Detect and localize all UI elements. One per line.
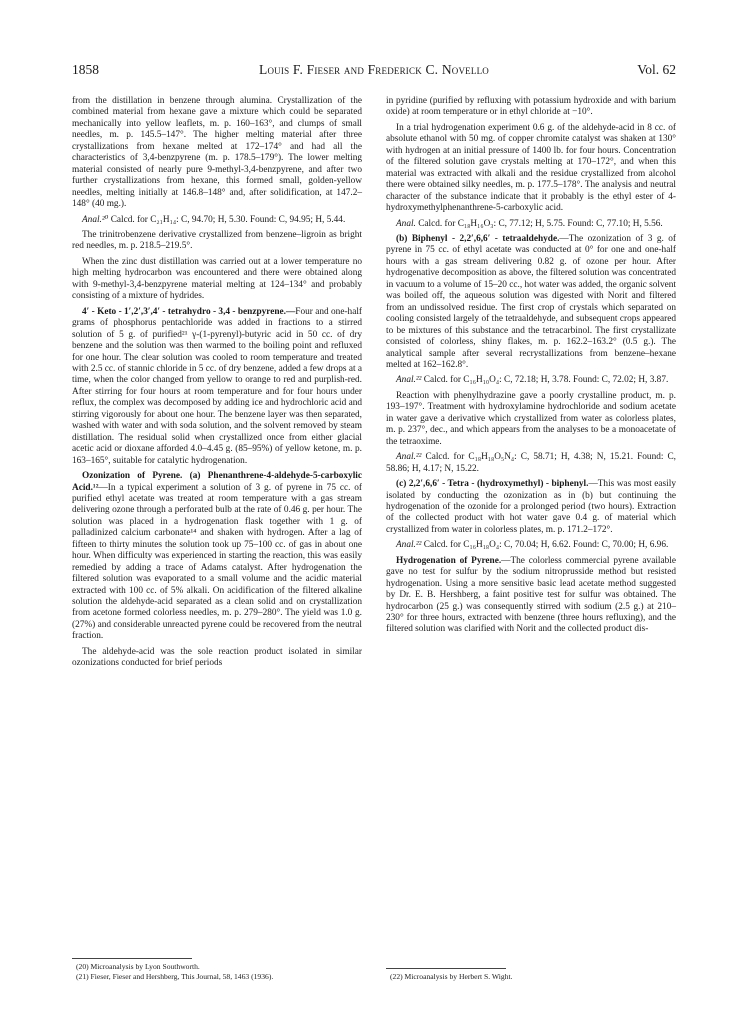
- paragraph: [72, 257, 362, 303]
- paragraph: [386, 234, 676, 371]
- paragraph-text: Calcd. for C₁₈H₁₈O₅N₄: C, 58.71; H, 4.38; N, 15.21. Found: C, 58.86; H, 4.17; N, 15.22.: [386, 452, 676, 474]
- paragraph-text: The trinitrobenzene derivative crystallized from benzene–ligroin as bright red needles, m. p. 218.5–219.5°.: [72, 229, 362, 252]
- footnote: (20) Microanalysis by Lyon Southworth.: [76, 962, 200, 971]
- paragraph: [386, 479, 676, 536]
- paragraph-text: Four and one-half grams of phosphorus pentachloride was added in fractions to a stirred solution of 5 g. of purified²¹ γ-(1-pyrenyl)-butyric acid in 50 cc. of dry benzene and the solution was then warmed to the boiling point and refluxed for one hour. The clear solution was cooled to room temperature and treated with 2.5 cc. of stannic chloride in 5 cc. of dry benzene, added a few drops at a time, when the color changed from yellow to orange to red and purplish-red. After stirring for four hours at room temperature and for four hours under reflux, the complex was decomposed by adding ice and hydrochloric acid and stirring vigorously for about one hour. The benzene layer was then separated, washed with water and with soda solution, and the solvent removed by steam distillation. The residual solid when crystallized once from either glacial acetic acid or dioxane afforded 4.0–4.45 g. (85–95%) of yellow ketone, m. p. 163–165°, suitable for catalytic hydrogenation.: [72, 306, 362, 466]
- analysis-lead: Anal.²²: [396, 540, 422, 551]
- footnote: (22) Microanalysis by Herbert S. Wight.: [390, 972, 513, 981]
- section-heading: 4′ - Keto - 1′,2′,3′,4′ - tetrahydro - 3,4 - benzpyrene.—: [82, 306, 296, 317]
- footnote-rule: [386, 968, 506, 969]
- paragraph: [386, 219, 676, 230]
- section-heading: Hydrogenation of Pyrene.: [396, 555, 502, 566]
- paragraph: [72, 96, 362, 211]
- paragraph: [386, 391, 676, 448]
- paragraph-text: —The colorless commercial pyrene available gave no test for sulfur by the sodium nitroprusside method but resisted hydrogenation. Using a more sensitive basic lead acetate method suggested by Dr. E. B. Hershberg, a faint positive test for sulfur was obtained. The hydrocarbon (25 g.) was consequently stirred with sodium (2.5 g.) at 210–230° for three hours, extracted with benzene (three hours refluxing), and the filtered solution was clarified with Norit and the collected product dis-: [386, 555, 676, 635]
- paragraph-text: In a trial hydrogenation experiment 0.6 g. of the aldehyde-acid in 8 cc. of absolute ethanol with 50 mg. of copper chromite catalyst was shaken at 130° with hydrogen at an initial pressure of 1400 lb. for four hours. Concentration of the filtered solution gave crystals melting at 170–172°, and when this material was extracted with alkali and the residue crystallized from alcohol there were obtained silky needles, m. p. 177.5–178°. The analysis and neutral character of the substance indicate that it probably is the ethyl ester of 4-hydroxymethylphenanthrene-5-carboxylic acid.: [386, 122, 676, 214]
- paragraph: [386, 540, 676, 551]
- paragraph: [72, 215, 362, 226]
- footnote-rule: [72, 958, 192, 959]
- left-column: [72, 96, 362, 670]
- paragraph: [386, 556, 676, 636]
- volume-label: Vol. 62: [637, 62, 676, 77]
- analysis-lead: Anal.²⁰: [82, 214, 109, 225]
- right-column: [386, 96, 676, 636]
- paragraph: [386, 123, 676, 215]
- paragraph-text: from the distillation in benzene through alumina. Crystallization of the combined material from hexane gave a mixture which could be separated mechanically into yellow leaflets, m. p. 160–163°, and clumps of small needles, m. p. 145.5–147°. The higher melting material after three crystallizations from hexane melted at 172–174° and had all the characteristics of 3,4-benzpyrene (m. p. 178.5–179°). The lower melting material consisted of nearly pure 9-methyl-3,4-benzpyrene, and after two further crystallizations from hexane, this formed small, golden-yellow needles, melting initially at 146.8–148° and, after solidification, at 147.2–148° (40 mg.).: [72, 96, 362, 210]
- section-heading: Ozonization of Pyrene. (a) Phenanthrene-4-aldehyde-5-carboxylic Acid.¹²: [72, 471, 362, 493]
- page-header: [72, 62, 676, 80]
- paragraph: [72, 230, 362, 253]
- paragraph-text: Calcd. for C₂₁H₁₄: C, 94.70; H, 5.30. Found: C, 94.95; H, 5.44.: [108, 214, 346, 225]
- paragraph-text: When the zinc dust distillation was carried out at a lower temperature no high melting hydrocarbon was encountered and there were obtained along with 9-methyl-3,4-benzpyrene material melting at 124–134° and probably consisting of a mixture of hydrides.: [72, 256, 362, 302]
- section-heading: (c) 2,2′,6,6′ - Tetra - (hydroxymethyl) - biphenyl.: [396, 479, 589, 490]
- analysis-lead: Anal.: [396, 218, 416, 229]
- paragraph-text: Calcd. for C₁₈H₁₆O₃: C, 77.12; H, 5.75. Found: C, 77.10; H, 5.56.: [415, 218, 663, 229]
- paragraph-text: —This was most easily isolated by conducting the ozonization as in (b) but continuing the hydrogenation of the ozonide for a prolonged period (two hours). Extraction of the collected product with hot water gave 0.4 g. of material which crystallized from water in colorless plates, m. p. 171.2–172°.: [386, 479, 676, 535]
- paragraph-text: The aldehyde-acid was the sole reaction product isolated in similar ozonizations conducted for brief periods: [72, 646, 362, 669]
- analysis-lead: Anal.²²: [396, 375, 422, 386]
- paragraph-text: —In a typical experiment a solution of 3 g. of pyrene in 75 cc. of purified ethyl acetate was treated at room temperature with a gas stream delivering ozone through a perforated bulb at the rate of 0.46 g. per hour. The solution was placed in a hydrogenation flask together with 1 g. of palladinized calcium carbonate¹⁴ and shaken with hydrogen. After a lag of fifteen to thirty minutes the solution took up 75–100 cc. of gas in about one hour. When difficulty was experienced in starting the reaction, this was easily remedied by adding a trace of Adams catalyst. After hydrogenation the filtered solution was evaporated to a small volume and the acidic material extracted with 100 cc. of 5% alkali. On acidification of the filtered alkaline solution the aldehyde-acid separated as a clean solid and on crystallization from acetone formed colorless needles, m. p. 279–280°. The yield was 1.0 g. (27%) and considerable unreacted pyrene could be recovered from the neutral fraction.: [72, 482, 362, 642]
- paragraph-text: in pyridine (purified by refluxing with potassium hydroxide and with barium oxide) at room temperature or in ethyl chloride at −10°.: [386, 96, 676, 118]
- paragraph: [386, 375, 676, 386]
- paragraph-text: Calcd. for C₁₆H₁₈O₄: C, 70.04; H, 6.62. Found: C, 70.00; H, 6.96.: [421, 540, 669, 551]
- paragraph: [72, 471, 362, 643]
- analysis-lead: Anal.²²: [396, 452, 422, 463]
- left-footnotes: [72, 958, 362, 982]
- paragraph: [72, 307, 362, 467]
- paragraph-text: Calcd. for C₁₆H₁₀O₄: C, 72.18; H, 3.78. Found: C, 72.02; H, 3.87.: [421, 375, 669, 386]
- running-head-authors: Louis F. Fieser and Frederick C. Novello: [259, 62, 489, 77]
- paragraph-text: —The ozonization of 3 g. of pyrene in 75 cc. of ethyl acetate was conducted at 0° for one and one-half hours with a gas stream delivering 0.82 g. of ozone per hour. After hydrogenative decomposition as above, the filtered solution was concentrated in vacuum to a volume of 15–20 cc., hot water was added, the organic solvent was boiled off, the aqueous solution was digested with Norit and filtered from an undissolved residue. The first crop of crystals which separated on cooling consisted largely of the tetraaldehyde, and subsequent crops appeared to be mixtures of this substance and the tetracarbinol. The first crystallizate consisted of colorless, shiny flakes, m. p. 162.2–163.2° (0.5 g.). The analytical sample after several recrystallizations from benzene–hexane melted at 162–162.8°.: [386, 233, 677, 370]
- paragraph: [386, 96, 676, 119]
- section-heading: (b) Biphenyl - 2,2′,6,6′ - tetraaldehyde.: [396, 233, 560, 244]
- paragraph-text: Reaction with phenylhydrazine gave a poorly crystalline product, m. p. 193–197°. Treatment with hydroxylamine hydrochloride and sodium acetate in water gave a derivative which crystallized from water as colorless plates, m. p. 237°, dec., and which appears from the analyses to be a monoacetate of the tetraoxime.: [386, 390, 676, 447]
- right-footnotes: [386, 968, 676, 982]
- page-number: 1858: [72, 62, 99, 77]
- paragraph: [386, 452, 676, 475]
- paragraph: [72, 647, 362, 670]
- footnote: (21) Fieser, Fieser and Hershberg, This Journal, 58, 1463 (1936).: [76, 972, 274, 981]
